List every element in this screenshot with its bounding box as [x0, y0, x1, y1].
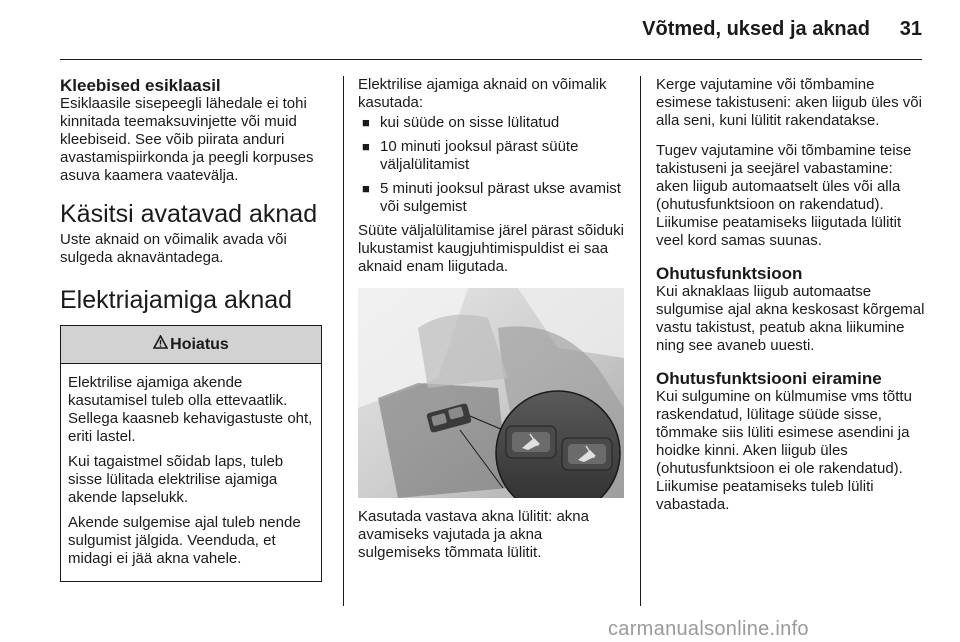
window-switch-illustration	[358, 288, 624, 498]
section-title: Võtmed, uksed ja aknad	[642, 18, 870, 40]
warning-body	[61, 364, 321, 581]
paragraph: Kasutada vastava akna lülitit: akna avamiseks vajutada ja akna sulgemiseks tõmmata lülitit.	[358, 508, 589, 561]
paragraph: Kui aknaklaas liigub automaatse sulgumise ajal akna keskosast kõrgemal vastu takistust, peatub akna liikumine ning see avaneb uuesti.	[656, 283, 925, 354]
list-item: ■ 5 minuti jooksul pärast ukse avamist või sulgemist	[362, 180, 621, 215]
heading-override-safety: Ohutusfunktsiooni eiramine	[656, 369, 882, 388]
page-header	[60, 0, 922, 60]
list-item: ■ kui süüde on sisse lülitatud	[362, 114, 560, 131]
warning-title: Hoiatus	[170, 335, 229, 353]
warning-paragraph: Akende sulgemise ajal tuleb nende sulgumist jälgida. Veenduda, et midagi ei jää akna vahele.	[68, 514, 301, 567]
column-1	[60, 76, 325, 582]
column-3	[656, 76, 926, 514]
column-divider	[343, 76, 344, 606]
page-number: 31	[899, 18, 922, 40]
warning-box	[60, 325, 322, 582]
paragraph: Kerge vajutamine või tõmbamine esimese takistuseni: aken liigub üles või alla seni, kuni lülitit rakendatakse.	[656, 76, 922, 129]
heading-stickers: Kleebised esiklaasil	[60, 76, 221, 95]
paragraph: Uste aknaid on võimalik avada või sulgeda aknaväntadega.	[60, 231, 287, 266]
watermark: carmanualsonline.info	[608, 618, 809, 640]
warning-triangle-icon	[153, 335, 168, 354]
column-divider	[640, 76, 641, 606]
warning-header	[61, 326, 321, 364]
heading-power-windows: Elektriajamiga aknad	[60, 286, 293, 314]
list-item: ■ 10 minuti jooksul pärast süüte väljalülitamist	[362, 138, 579, 173]
warning-paragraph: Kui tagaistmel sõidab laps, tuleb sisse lülitada elektrilise ajamiga akende lapselukk.	[68, 453, 284, 506]
paragraph: Kui sulgumine on külmumise vms tõttu raskendatud, lülitage süüde sisse, tõmmake siis lüliti esimese asendini ja hoidke kinni. Aken liigub üles (ohutusfunktsioon ei ole rakendatud). Liikumise peatamiseks tuleb lüliti vabastada.	[656, 388, 912, 513]
paragraph: Süüte väljalülitamise järel pärast sõiduki lukustamist kaugjuhtimispuldist ei saa aknaid enam liigutada.	[358, 222, 624, 275]
paragraph: Elektrilise ajamiga aknaid on võimalik kasutada:	[358, 76, 607, 111]
paragraph: Esiklaasile sisepeegli lähedale ei tohi kinnitada teemaksuvinjette või muid kleebiseid. See võib piirata anduri avastamispiirkonda ja peegli korpuses asuva kaamera vaatevälja.	[60, 95, 314, 184]
warning-paragraph: Elektrilise ajamiga akende kasutamisel tuleb olla ettevaatlik. Sellega kaasneb kehavigastuste oht, eriti lastel.	[68, 374, 313, 445]
bullet-list	[358, 114, 628, 216]
heading-safety-function: Ohutusfunktsioon	[656, 264, 803, 283]
heading-manual-windows: Käsitsi avatavad aknad	[60, 200, 318, 228]
paragraph: Tugev vajutamine või tõmbamine teise takistuseni ja seejärel vabastamine: aken liigub automaatselt üles või alla (ohutusfunktsioon on rakendatud). Liikumise peatamiseks liigutada lülitit veel kord samas suunas.	[656, 142, 912, 249]
column-2	[358, 76, 628, 562]
